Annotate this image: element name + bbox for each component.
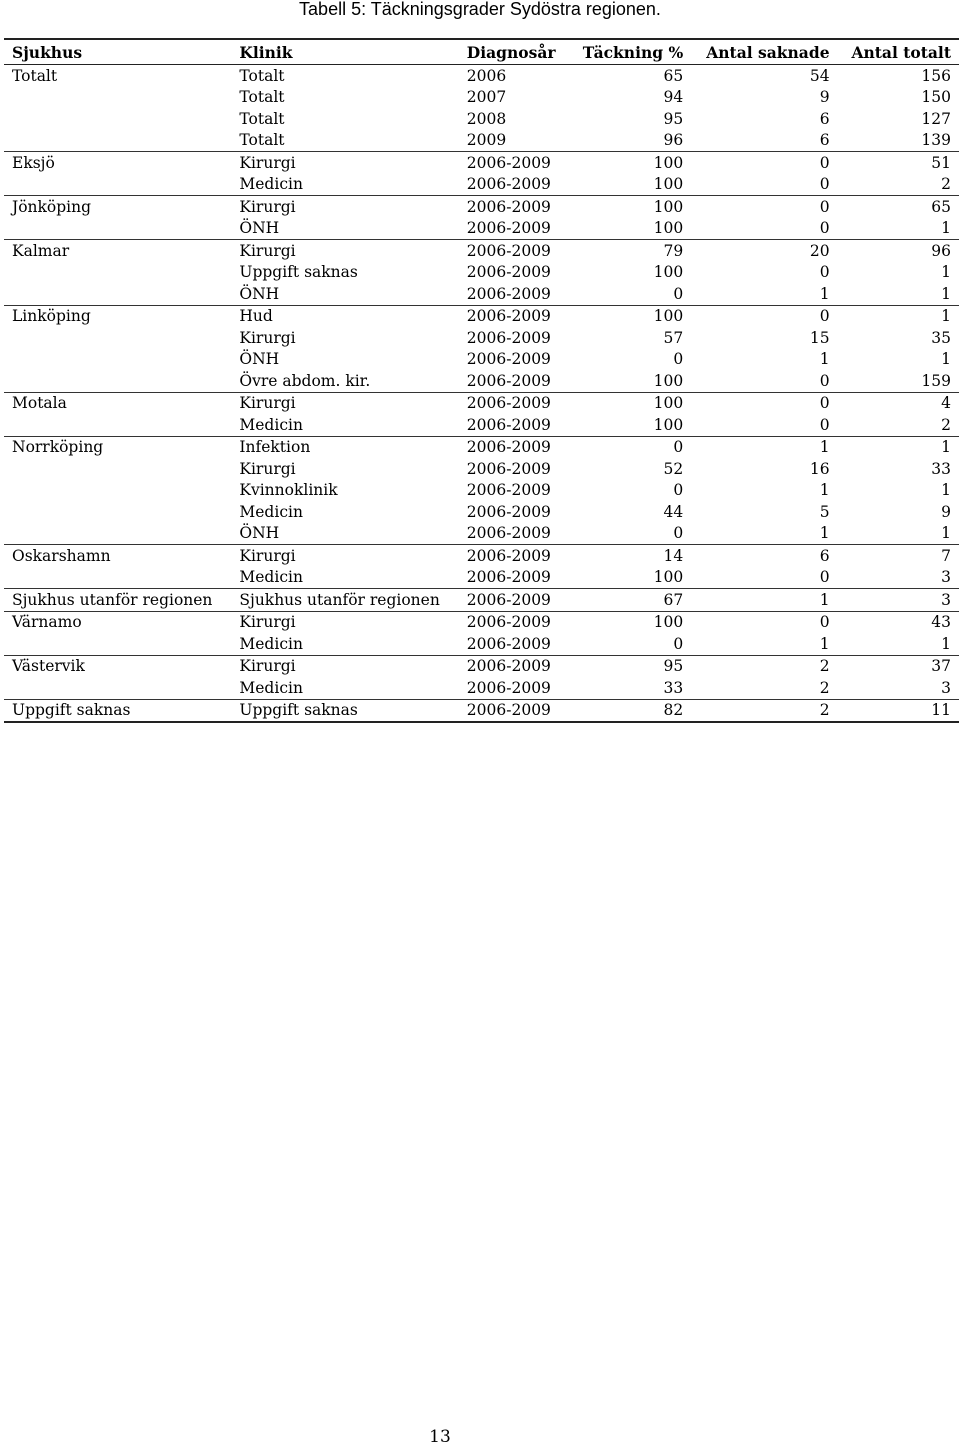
cell-diagnosar: 2006-2009: [459, 699, 569, 722]
cell-antal-saknade: 0: [691, 174, 837, 196]
cell-sjukhus: Totalt: [12, 66, 58, 85]
cell-sjukhus: Västervik: [12, 657, 85, 676]
cell-sjukhus: Jönköping: [12, 197, 92, 216]
cell-tackning: 100: [653, 307, 684, 326]
table-row: [4, 677, 959, 699]
cell-antal-saknade: 0: [819, 394, 830, 413]
table-row: [4, 196, 959, 218]
cell-diagnosar: 2006-2009: [466, 438, 551, 457]
table-row: [4, 414, 959, 436]
cell-diagnosar: 2006-2009: [459, 370, 569, 392]
cell-sjukhus: [4, 87, 231, 109]
cell-antal-totalt: 1: [941, 263, 951, 282]
cell-antal-saknade: 54: [809, 66, 830, 85]
cell-antal-saknade: 0: [691, 414, 837, 436]
cell-antal-totalt: 37: [931, 657, 951, 676]
cell-antal-totalt: 1: [941, 307, 951, 326]
cell-tackning: 100: [569, 567, 691, 589]
table-row: [4, 589, 959, 612]
cell-klinik: ÖNH: [231, 218, 458, 240]
table-row: [4, 633, 959, 655]
cell-klinik: Medicin: [231, 174, 458, 196]
header-row: [4, 39, 959, 65]
cell-klinik: ÖNH: [231, 523, 458, 545]
table-row: [4, 283, 959, 305]
cell-diagnosar: 2006-2009: [459, 414, 569, 436]
cell-diagnosar: 2006-2009: [466, 307, 551, 326]
cell-antal-totalt: 3: [838, 677, 959, 699]
cell-antal-totalt: 1: [838, 523, 959, 545]
cell-klinik: Uppgift saknas: [231, 699, 458, 722]
cell-klinik: Kirurgi: [239, 394, 296, 413]
table-row: [4, 240, 959, 262]
cell-sjukhus: [4, 370, 231, 392]
table-row: [4, 501, 959, 523]
cell-diagnosar: 2006-2009: [459, 677, 569, 699]
table-row: [4, 218, 959, 240]
cell-klinik: Kirurgi: [239, 613, 296, 632]
cell-diagnosar: 2006: [466, 66, 507, 85]
header-tackning: Täckning %: [569, 39, 691, 65]
cell-antal-saknade: 16: [809, 459, 830, 478]
table-row: [4, 655, 959, 677]
cell-antal-totalt: 1: [838, 283, 959, 305]
cell-sjukhus: Motala: [12, 394, 67, 413]
cell-tackning: 79: [663, 241, 684, 260]
cell-klinik: Kirurgi: [239, 657, 296, 676]
cell-klinik: Kirurgi: [239, 459, 296, 478]
cell-sjukhus: [4, 349, 231, 371]
cell-sjukhus: [4, 523, 231, 545]
header-sjukhus: Sjukhus: [4, 39, 231, 65]
cell-antal-totalt: 4: [941, 394, 951, 413]
cell-tackning: 95: [663, 109, 684, 128]
cell-antal-totalt: 1: [941, 350, 951, 369]
cell-tackning: 94: [663, 88, 684, 107]
cell-diagnosar: 2007: [466, 88, 507, 107]
table-row: [4, 349, 959, 371]
cell-antal-totalt: 159: [838, 370, 959, 392]
cell-diagnosar: 2006-2009: [466, 263, 551, 282]
cell-diagnosar: 2006-2009: [466, 241, 551, 260]
table-row: [4, 699, 959, 722]
cell-diagnosar: 2006-2009: [466, 394, 551, 413]
cell-klinik: Totalt: [239, 109, 285, 128]
cell-antal-saknade: 15: [809, 328, 830, 347]
cell-sjukhus: [4, 458, 231, 480]
cell-antal-totalt: 65: [931, 197, 951, 216]
cell-antal-totalt: 96: [931, 241, 951, 260]
cell-sjukhus: Sjukhus utanför regionen: [4, 589, 231, 612]
cell-antal-saknade: 0: [819, 307, 830, 326]
cell-antal-saknade: 0: [819, 197, 830, 216]
table-row: [4, 87, 959, 109]
cell-tackning: 82: [569, 699, 691, 722]
cell-tackning: 95: [663, 657, 684, 676]
cell-diagnosar: 2009: [459, 130, 569, 152]
cell-sjukhus: [4, 283, 231, 305]
cell-sjukhus: [4, 218, 231, 240]
cell-diagnosar: 2006-2009: [466, 546, 551, 565]
cell-diagnosar: 2006-2009: [459, 523, 569, 545]
cell-sjukhus: [4, 174, 231, 196]
cell-tackning: 0: [569, 523, 691, 545]
cell-sjukhus: [4, 633, 231, 655]
cell-tackning: 100: [653, 613, 684, 632]
cell-klinik: ÖNH: [239, 350, 280, 369]
cell-klinik: Kvinnoklinik: [239, 481, 338, 500]
cell-klinik: Uppgift saknas: [239, 263, 358, 282]
table-row: [4, 108, 959, 130]
cell-diagnosar: 2006-2009: [459, 633, 569, 655]
cell-tackning: 0: [673, 481, 684, 500]
cell-antal-saknade: 6: [819, 546, 830, 565]
cell-antal-saknade: 1: [691, 283, 837, 305]
cell-diagnosar: 2006-2009: [459, 218, 569, 240]
cell-antal-totalt: 33: [931, 459, 951, 478]
cell-antal-saknade: 1: [691, 523, 837, 545]
table-row: [4, 545, 959, 567]
cell-antal-saknade: 1: [819, 350, 830, 369]
cell-tackning: 100: [653, 153, 684, 172]
cell-antal-saknade: 0: [819, 613, 830, 632]
table-row: [4, 458, 959, 480]
cell-antal-saknade: 0: [819, 153, 830, 172]
cell-tackning: 0: [673, 438, 684, 457]
cell-antal-saknade: 2: [691, 677, 837, 699]
cell-antal-totalt: 139: [838, 130, 959, 152]
cell-sjukhus: Värnamo: [12, 613, 82, 632]
cell-tackning: 44: [663, 502, 684, 521]
cell-diagnosar: 2006-2009: [459, 589, 569, 612]
cell-klinik: ÖNH: [231, 283, 458, 305]
table-row: [4, 392, 959, 414]
cell-sjukhus: [4, 567, 231, 589]
cell-antal-saknade: 1: [819, 438, 830, 457]
table-row: [4, 567, 959, 589]
cell-sjukhus: [4, 327, 231, 349]
cell-tackning: 65: [663, 66, 684, 85]
cell-sjukhus: [4, 108, 231, 130]
cell-antal-totalt: 11: [838, 699, 959, 722]
cell-klinik: Totalt: [239, 66, 285, 85]
cell-diagnosar: 2006-2009: [466, 613, 551, 632]
table-row: [4, 130, 959, 152]
cell-klinik: Medicin: [231, 677, 458, 699]
cell-antal-saknade: 6: [691, 130, 837, 152]
cell-diagnosar: 2006-2009: [466, 481, 551, 500]
cell-antal-totalt: 2: [838, 414, 959, 436]
cell-antal-totalt: 3: [838, 567, 959, 589]
cell-sjukhus: Eksjö: [12, 153, 55, 172]
cell-antal-totalt: 150: [921, 88, 951, 107]
cell-sjukhus: Oskarshamn: [12, 546, 111, 565]
cell-tackning: 100: [653, 394, 684, 413]
cell-diagnosar: 2006-2009: [466, 328, 551, 347]
cell-sjukhus: [4, 677, 231, 699]
cell-antal-totalt: 156: [921, 66, 951, 85]
cell-tackning: 0: [673, 350, 684, 369]
cell-klinik: Infektion: [239, 438, 311, 457]
page-number: 13: [429, 1427, 451, 1447]
cell-antal-saknade: 5: [819, 502, 830, 521]
cell-klinik: Medicin: [231, 414, 458, 436]
cell-tackning: 100: [653, 197, 684, 216]
cell-antal-totalt: 2: [838, 174, 959, 196]
cell-tackning: 100: [569, 370, 691, 392]
cell-antal-saknade: 0: [691, 567, 837, 589]
cell-antal-totalt: 1: [941, 438, 951, 457]
header-antal-totalt: Antal totalt: [838, 39, 959, 65]
cell-antal-saknade: 20: [809, 241, 830, 260]
header-diagnosar: Diagnosår: [459, 39, 569, 65]
cell-antal-saknade: 9: [819, 88, 830, 107]
cell-antal-totalt: 1: [941, 481, 951, 500]
cell-klinik: Hud: [239, 307, 273, 326]
cell-tackning: 0: [569, 633, 691, 655]
cell-antal-saknade: 0: [819, 263, 830, 282]
cell-sjukhus: [4, 501, 231, 523]
cell-sjukhus: Norrköping: [12, 438, 104, 457]
cell-antal-totalt: 7: [941, 546, 951, 565]
cell-diagnosar: 2008: [466, 109, 507, 128]
cell-tackning: 14: [663, 546, 684, 565]
cell-sjukhus: Uppgift saknas: [4, 699, 231, 722]
cell-antal-totalt: 1: [838, 218, 959, 240]
table-row: [4, 327, 959, 349]
cell-klinik: Totalt: [239, 88, 285, 107]
cell-tackning: 96: [569, 130, 691, 152]
table-row: [4, 305, 959, 327]
cell-antal-saknade: 2: [691, 699, 837, 722]
cell-diagnosar: 2006-2009: [459, 174, 569, 196]
header-klinik: Klinik: [231, 39, 458, 65]
cell-tackning: 100: [569, 414, 691, 436]
table-caption: Tabell 5: Täckningsgrader Sydöstra regionen.: [299, 0, 661, 19]
table-row: [4, 480, 959, 502]
cell-tackning: 57: [663, 328, 684, 347]
cell-antal-totalt: 43: [931, 613, 951, 632]
cell-sjukhus: [4, 414, 231, 436]
table-row: [4, 611, 959, 633]
coverage-table: [4, 38, 959, 723]
cell-klinik: Kirurgi: [239, 546, 296, 565]
cell-antal-totalt: 51: [931, 153, 951, 172]
header-antal-saknade: Antal saknade: [691, 39, 837, 65]
cell-diagnosar: 2006-2009: [466, 657, 551, 676]
cell-sjukhus: Kalmar: [12, 241, 70, 260]
cell-klinik: Kirurgi: [239, 153, 296, 172]
cell-antal-totalt: 35: [931, 328, 951, 347]
cell-klinik: Övre abdom. kir.: [231, 370, 458, 392]
cell-tackning: 100: [653, 263, 684, 282]
cell-antal-saknade: 2: [819, 657, 830, 676]
cell-antal-totalt: 127: [921, 109, 951, 128]
cell-sjukhus: [4, 130, 231, 152]
cell-klinik: Medicin: [231, 633, 458, 655]
table-row: [4, 262, 959, 284]
cell-antal-saknade: 0: [691, 370, 837, 392]
cell-antal-saknade: 1: [691, 589, 837, 612]
cell-diagnosar: 2006-2009: [459, 283, 569, 305]
cell-tackning: 33: [569, 677, 691, 699]
table-row: [4, 523, 959, 545]
table-row: [4, 65, 959, 87]
cell-sjukhus: [4, 262, 231, 284]
cell-tackning: 52: [663, 459, 684, 478]
cell-antal-saknade: 0: [691, 218, 837, 240]
table-header: [4, 39, 959, 65]
cell-klinik: Kirurgi: [239, 328, 296, 347]
cell-tackning: 100: [569, 174, 691, 196]
cell-klinik: Totalt: [231, 130, 458, 152]
table-row: [4, 152, 959, 174]
cell-klinik: Sjukhus utanför regionen: [231, 589, 458, 612]
cell-diagnosar: 2006-2009: [466, 350, 551, 369]
table-row: [4, 436, 959, 458]
cell-sjukhus: Linköping: [12, 307, 91, 326]
cell-tackning: 0: [569, 283, 691, 305]
cell-diagnosar: 2006-2009: [466, 153, 551, 172]
table-body: [4, 65, 959, 723]
cell-antal-totalt: 1: [838, 633, 959, 655]
cell-klinik: Medicin: [239, 502, 303, 521]
cell-klinik: Kirurgi: [239, 241, 296, 260]
cell-antal-saknade: 1: [691, 633, 837, 655]
table-row: [4, 174, 959, 196]
cell-tackning: 100: [569, 218, 691, 240]
cell-antal-totalt: 9: [941, 502, 951, 521]
cell-antal-totalt: 3: [838, 589, 959, 612]
cell-klinik: Kirurgi: [239, 197, 296, 216]
cell-diagnosar: 2006-2009: [466, 459, 551, 478]
cell-antal-saknade: 1: [819, 481, 830, 500]
cell-diagnosar: 2006-2009: [466, 197, 551, 216]
cell-diagnosar: 2006-2009: [459, 567, 569, 589]
table-row: [4, 370, 959, 392]
cell-klinik: Medicin: [231, 567, 458, 589]
cell-antal-saknade: 6: [819, 109, 830, 128]
cell-tackning: 67: [569, 589, 691, 612]
cell-diagnosar: 2006-2009: [466, 502, 551, 521]
cell-sjukhus: [4, 480, 231, 502]
